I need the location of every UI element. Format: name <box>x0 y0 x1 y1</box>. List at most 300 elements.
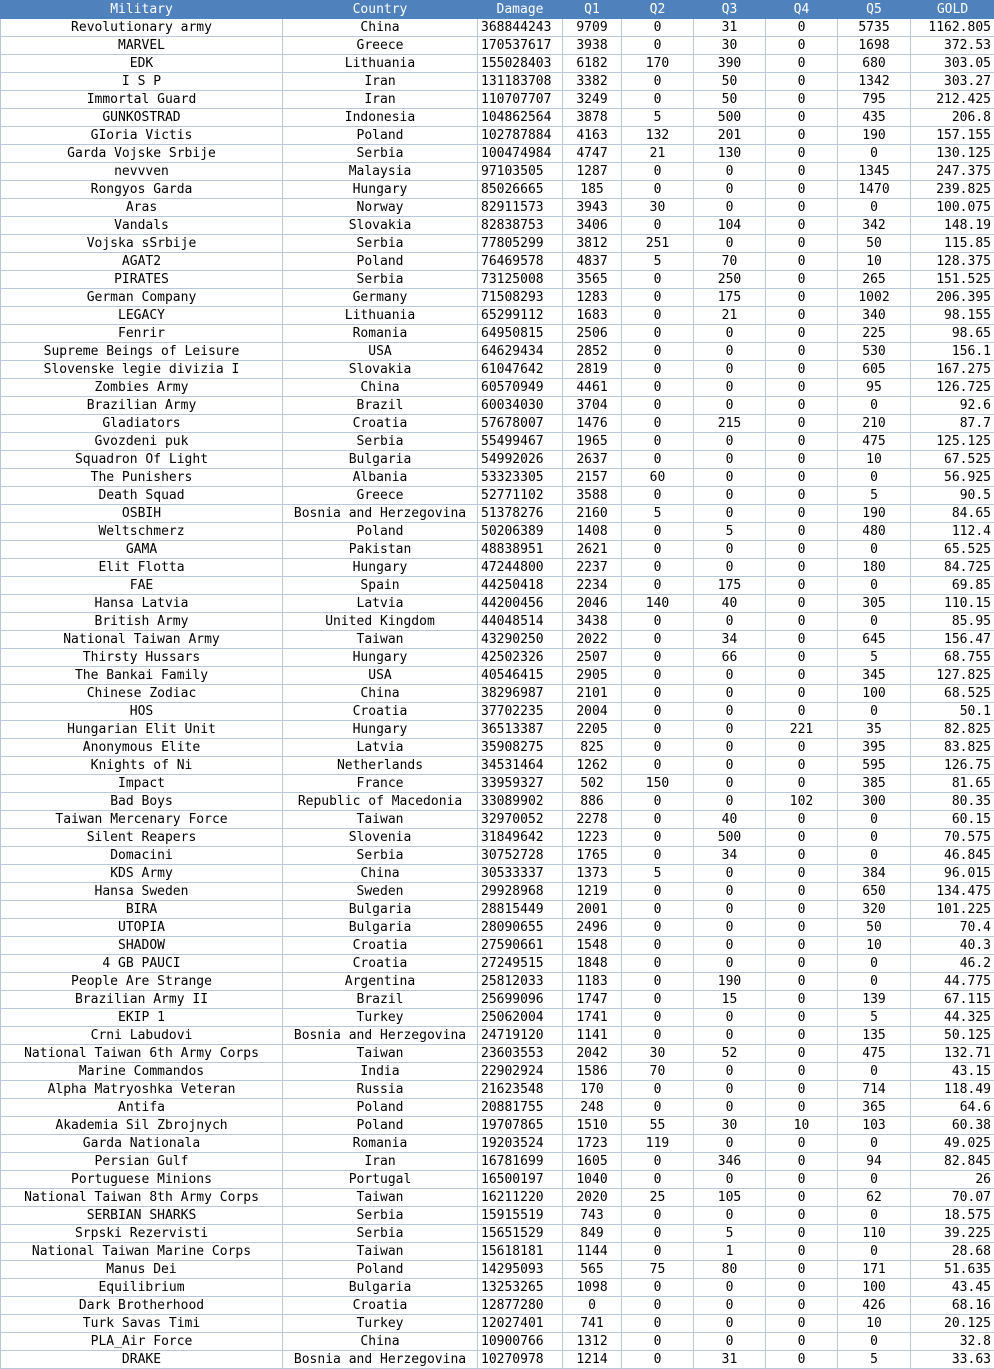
q2-cell: 0 <box>622 883 694 901</box>
q4-cell: 0 <box>766 73 838 91</box>
gold-cell: 110.15 <box>911 595 994 613</box>
table-row <box>1 703 994 721</box>
q2-cell: 30 <box>622 199 694 217</box>
q4-cell: 0 <box>766 631 838 649</box>
q4-cell: 0 <box>766 595 838 613</box>
q4-cell: 0 <box>766 361 838 379</box>
q1-cell: 1287 <box>563 163 622 181</box>
table-row <box>1 109 994 127</box>
table-row <box>1 1081 994 1099</box>
table-row <box>1 631 994 649</box>
q4-cell: 0 <box>766 1261 838 1279</box>
gold-cell: 98.65 <box>911 325 994 343</box>
country-cell: Poland <box>283 127 478 145</box>
q4-cell: 0 <box>766 181 838 199</box>
q1-cell: 185 <box>563 181 622 199</box>
q3-cell: 0 <box>694 1297 766 1315</box>
gold-cell: 157.155 <box>911 127 994 145</box>
q3-cell: 0 <box>694 487 766 505</box>
q5-cell: 480 <box>838 523 911 541</box>
gold-cell: 212.425 <box>911 91 994 109</box>
military-cell: Death Squad <box>1 487 283 505</box>
country-cell: Poland <box>283 253 478 271</box>
gold-cell: 303.27 <box>911 73 994 91</box>
q5-cell: 435 <box>838 109 911 127</box>
q2-cell: 0 <box>622 397 694 415</box>
country-cell: Serbia <box>283 271 478 289</box>
q2-cell: 0 <box>622 541 694 559</box>
q5-cell: 5 <box>838 1351 911 1369</box>
q3-cell: 250 <box>694 271 766 289</box>
gold-cell: 125.125 <box>911 433 994 451</box>
damage-cell: 24719120 <box>478 1027 563 1045</box>
q5-cell: 0 <box>838 145 911 163</box>
country-cell: India <box>283 1063 478 1081</box>
q2-cell: 0 <box>622 451 694 469</box>
q1-cell: 1223 <box>563 829 622 847</box>
q4-cell: 0 <box>766 217 838 235</box>
country-cell: Bulgaria <box>283 901 478 919</box>
q3-cell: 215 <box>694 415 766 433</box>
q5-cell: 0 <box>838 811 911 829</box>
q2-cell: 0 <box>622 901 694 919</box>
q4-cell: 0 <box>766 505 838 523</box>
military-cell: MARVEL <box>1 37 283 55</box>
q2-cell: 30 <box>622 1045 694 1063</box>
country-cell: Bosnia and Herzegovina <box>283 505 478 523</box>
q5-cell: 795 <box>838 91 911 109</box>
table-row <box>1 415 994 433</box>
table-row <box>1 379 994 397</box>
gold-cell: 118.49 <box>911 1081 994 1099</box>
q1-cell: 1683 <box>563 307 622 325</box>
gold-cell: 68.525 <box>911 685 994 703</box>
q2-cell: 0 <box>622 757 694 775</box>
military-cell: Domacini <box>1 847 283 865</box>
q4-cell: 0 <box>766 811 838 829</box>
table-row <box>1 253 994 271</box>
q1-cell: 1605 <box>563 1153 622 1171</box>
q4-cell: 0 <box>766 847 838 865</box>
military-cell: Brazilian Army II <box>1 991 283 1009</box>
damage-cell: 15618181 <box>478 1243 563 1261</box>
gold-cell: 65.525 <box>911 541 994 559</box>
table-row <box>1 721 994 739</box>
damage-cell: 82838753 <box>478 217 563 235</box>
q4-cell: 0 <box>766 1135 838 1153</box>
q4-cell: 0 <box>766 1081 838 1099</box>
table-row <box>1 649 994 667</box>
table-row <box>1 991 994 1009</box>
country-cell: China <box>283 1333 478 1351</box>
q4-cell: 0 <box>766 559 838 577</box>
table-row <box>1 559 994 577</box>
q4-cell: 0 <box>766 145 838 163</box>
q5-cell: 345 <box>838 667 911 685</box>
country-cell: Hungary <box>283 721 478 739</box>
gold-cell: 128.375 <box>911 253 994 271</box>
q3-cell: 0 <box>694 919 766 937</box>
military-cell: Brazilian Army <box>1 397 283 415</box>
table-row <box>1 1189 994 1207</box>
q4-cell: 0 <box>766 991 838 1009</box>
military-cell: GUNKOSTRAD <box>1 109 283 127</box>
q4-cell: 0 <box>766 163 838 181</box>
q2-cell: 0 <box>622 1351 694 1369</box>
column-header-q3: Q3 <box>694 1 766 19</box>
q1-cell: 1283 <box>563 289 622 307</box>
q3-cell: 0 <box>694 937 766 955</box>
damage-cell: 10900766 <box>478 1333 563 1351</box>
q2-cell: 0 <box>622 703 694 721</box>
damage-cell: 19203524 <box>478 1135 563 1153</box>
damage-cell: 65299112 <box>478 307 563 325</box>
q5-cell: 0 <box>838 1171 911 1189</box>
damage-cell: 16500197 <box>478 1171 563 1189</box>
country-cell: Russia <box>283 1081 478 1099</box>
q5-cell: 305 <box>838 595 911 613</box>
damage-cell: 13253265 <box>478 1279 563 1297</box>
table-row <box>1 1243 994 1261</box>
damage-cell: 28090655 <box>478 919 563 937</box>
q2-cell: 0 <box>622 1279 694 1297</box>
gold-cell: 84.725 <box>911 559 994 577</box>
military-cell: LEGACY <box>1 307 283 325</box>
q1-cell: 1476 <box>563 415 622 433</box>
q4-cell: 0 <box>766 271 838 289</box>
gold-cell: 67.525 <box>911 451 994 469</box>
q3-cell: 50 <box>694 91 766 109</box>
q5-cell: 10 <box>838 451 911 469</box>
military-cell: Zombies Army <box>1 379 283 397</box>
country-cell: Slovakia <box>283 361 478 379</box>
military-cell: Knights of Ni <box>1 757 283 775</box>
military-cell: Supreme Beings of Leisure <box>1 343 283 361</box>
q2-cell: 0 <box>622 955 694 973</box>
q4-cell: 0 <box>766 685 838 703</box>
damage-cell: 21623548 <box>478 1081 563 1099</box>
table-row <box>1 361 994 379</box>
q2-cell: 0 <box>622 1207 694 1225</box>
damage-cell: 16211220 <box>478 1189 563 1207</box>
q1-cell: 1219 <box>563 883 622 901</box>
military-cell: Akademia Sil Zbrojnych <box>1 1117 283 1135</box>
military-cell: UTOPIA <box>1 919 283 937</box>
country-cell: France <box>283 775 478 793</box>
military-cell: Squadron Of Light <box>1 451 283 469</box>
table-row <box>1 847 994 865</box>
military-cell: Aras <box>1 199 283 217</box>
country-cell: Malaysia <box>283 163 478 181</box>
q3-cell: 0 <box>694 757 766 775</box>
q3-cell: 0 <box>694 883 766 901</box>
military-cell: Gladiators <box>1 415 283 433</box>
country-cell: Croatia <box>283 955 478 973</box>
q1-cell: 3588 <box>563 487 622 505</box>
gold-cell: 60.15 <box>911 811 994 829</box>
military-cell: 4 GB PAUCI <box>1 955 283 973</box>
q2-cell: 0 <box>622 1009 694 1027</box>
military-cell: Vojska sSrbije <box>1 235 283 253</box>
military-cell: Garda Vojske Srbije <box>1 145 283 163</box>
q1-cell: 3943 <box>563 199 622 217</box>
q2-cell: 0 <box>622 307 694 325</box>
q4-cell: 0 <box>766 1063 838 1081</box>
military-cell: Garda Nationala <box>1 1135 283 1153</box>
damage-cell: 22902924 <box>478 1063 563 1081</box>
q5-cell: 395 <box>838 739 911 757</box>
table-row <box>1 451 994 469</box>
country-cell: Serbia <box>283 433 478 451</box>
q1-cell: 1144 <box>563 1243 622 1261</box>
damage-cell: 25812033 <box>478 973 563 991</box>
q4-cell: 0 <box>766 127 838 145</box>
q4-cell: 102 <box>766 793 838 811</box>
q1-cell: 1312 <box>563 1333 622 1351</box>
table-row <box>1 289 994 307</box>
damage-cell: 51378276 <box>478 505 563 523</box>
q1-cell: 3812 <box>563 235 622 253</box>
table-row <box>1 1153 994 1171</box>
military-cell: Thirsty Hussars <box>1 649 283 667</box>
country-cell: Poland <box>283 1117 478 1135</box>
country-cell: Iran <box>283 73 478 91</box>
table-row <box>1 505 994 523</box>
q5-cell: 340 <box>838 307 911 325</box>
gold-cell: 82.845 <box>911 1153 994 1171</box>
table-row <box>1 163 994 181</box>
country-cell: Turkey <box>283 1009 478 1027</box>
table-row <box>1 91 994 109</box>
country-cell: Taiwan <box>283 631 478 649</box>
q4-cell: 0 <box>766 613 838 631</box>
q1-cell: 2101 <box>563 685 622 703</box>
country-cell: Slovakia <box>283 217 478 235</box>
q4-cell: 0 <box>766 343 838 361</box>
military-cell: nevvven <box>1 163 283 181</box>
column-header-q2: Q2 <box>622 1 694 19</box>
damage-cell: 36513387 <box>478 721 563 739</box>
q1-cell: 2507 <box>563 649 622 667</box>
q1-cell: 4747 <box>563 145 622 163</box>
gold-cell: 26 <box>911 1171 994 1189</box>
country-cell: Croatia <box>283 1297 478 1315</box>
gold-cell: 82.825 <box>911 721 994 739</box>
damage-cell: 50206389 <box>478 523 563 541</box>
damage-cell: 170537617 <box>478 37 563 55</box>
q5-cell: 190 <box>838 505 911 523</box>
q5-cell: 265 <box>838 271 911 289</box>
military-cell: Slovenske legie divizia I <box>1 361 283 379</box>
q1-cell: 2022 <box>563 631 622 649</box>
q3-cell: 0 <box>694 1207 766 1225</box>
damage-cell: 28815449 <box>478 901 563 919</box>
q1-cell: 3406 <box>563 217 622 235</box>
q1-cell: 1262 <box>563 757 622 775</box>
q2-cell: 0 <box>622 19 694 37</box>
country-cell: Croatia <box>283 703 478 721</box>
q1-cell: 3565 <box>563 271 622 289</box>
q1-cell: 2046 <box>563 595 622 613</box>
country-cell: Serbia <box>283 145 478 163</box>
q5-cell: 0 <box>838 469 911 487</box>
gold-cell: 85.95 <box>911 613 994 631</box>
q1-cell: 1548 <box>563 937 622 955</box>
damage-cell: 47244800 <box>478 559 563 577</box>
q5-cell: 475 <box>838 433 911 451</box>
q1-cell: 2004 <box>563 703 622 721</box>
gold-cell: 130.125 <box>911 145 994 163</box>
gold-cell: 46.845 <box>911 847 994 865</box>
q4-cell: 0 <box>766 379 838 397</box>
q2-cell: 0 <box>622 1153 694 1171</box>
q2-cell: 0 <box>622 649 694 667</box>
q3-cell: 34 <box>694 847 766 865</box>
q5-cell: 62 <box>838 1189 911 1207</box>
q3-cell: 175 <box>694 577 766 595</box>
q2-cell: 0 <box>622 973 694 991</box>
country-cell: Romania <box>283 325 478 343</box>
q1-cell: 2621 <box>563 541 622 559</box>
damage-cell: 55499467 <box>478 433 563 451</box>
q3-cell: 21 <box>694 307 766 325</box>
damage-cell: 32970052 <box>478 811 563 829</box>
damage-cell: 97103505 <box>478 163 563 181</box>
q4-cell: 0 <box>766 1297 838 1315</box>
q4-cell: 0 <box>766 667 838 685</box>
damage-cell: 23603553 <box>478 1045 563 1063</box>
q4-cell: 0 <box>766 829 838 847</box>
military-cell: Impact <box>1 775 283 793</box>
military-cell: Hansa Latvia <box>1 595 283 613</box>
q2-cell: 0 <box>622 829 694 847</box>
country-cell: Bosnia and Herzegovina <box>283 1351 478 1369</box>
country-cell: Latvia <box>283 595 478 613</box>
q4-cell: 0 <box>766 919 838 937</box>
gold-cell: 50.125 <box>911 1027 994 1045</box>
q2-cell: 0 <box>622 631 694 649</box>
military-cell: Manus Dei <box>1 1261 283 1279</box>
q2-cell: 55 <box>622 1117 694 1135</box>
q3-cell: 40 <box>694 811 766 829</box>
gold-cell: 44.325 <box>911 1009 994 1027</box>
q1-cell: 1848 <box>563 955 622 973</box>
military-cell: EKIP 1 <box>1 1009 283 1027</box>
q2-cell: 0 <box>622 559 694 577</box>
military-cell: Revolutionary army <box>1 19 283 37</box>
military-cell: People Are Strange <box>1 973 283 991</box>
damage-cell: 30752728 <box>478 847 563 865</box>
country-cell: United Kingdom <box>283 613 478 631</box>
military-cell: Anonymous Elite <box>1 739 283 757</box>
table-row <box>1 883 994 901</box>
country-cell: Portugal <box>283 1171 478 1189</box>
damage-cell: 35908275 <box>478 739 563 757</box>
q2-cell: 0 <box>622 415 694 433</box>
table-row <box>1 1333 994 1351</box>
gold-cell: 115.85 <box>911 235 994 253</box>
q2-cell: 0 <box>622 73 694 91</box>
damage-cell: 12027401 <box>478 1315 563 1333</box>
gold-cell: 90.5 <box>911 487 994 505</box>
gold-cell: 126.725 <box>911 379 994 397</box>
q3-cell: 130 <box>694 145 766 163</box>
q1-cell: 2278 <box>563 811 622 829</box>
gold-cell: 101.225 <box>911 901 994 919</box>
gold-cell: 148.19 <box>911 217 994 235</box>
q1-cell: 1510 <box>563 1117 622 1135</box>
q1-cell: 1183 <box>563 973 622 991</box>
q4-cell: 0 <box>766 703 838 721</box>
gold-cell: 69.85 <box>911 577 994 595</box>
q1-cell: 6182 <box>563 55 622 73</box>
q3-cell: 0 <box>694 433 766 451</box>
q4-cell: 0 <box>766 19 838 37</box>
q4-cell: 0 <box>766 649 838 667</box>
country-cell: Croatia <box>283 937 478 955</box>
gold-cell: 127.825 <box>911 667 994 685</box>
q4-cell: 0 <box>766 289 838 307</box>
gold-cell: 28.68 <box>911 1243 994 1261</box>
country-cell: Sweden <box>283 883 478 901</box>
table-row <box>1 469 994 487</box>
q1-cell: 3249 <box>563 91 622 109</box>
military-cell: PLA_Air Force <box>1 1333 283 1351</box>
damage-cell: 44200456 <box>478 595 563 613</box>
gold-cell: 46.2 <box>911 955 994 973</box>
q3-cell: 0 <box>694 559 766 577</box>
column-header-q5: Q5 <box>838 1 911 19</box>
header-row <box>1 1 994 19</box>
gold-cell: 83.825 <box>911 739 994 757</box>
gold-cell: 60.38 <box>911 1117 994 1135</box>
q3-cell: 0 <box>694 955 766 973</box>
q4-cell: 0 <box>766 1009 838 1027</box>
country-cell: Hungary <box>283 649 478 667</box>
q4-cell: 0 <box>766 937 838 955</box>
damage-cell: 25699096 <box>478 991 563 1009</box>
q3-cell: 190 <box>694 973 766 991</box>
military-cell: Bad Boys <box>1 793 283 811</box>
q1-cell: 849 <box>563 1225 622 1243</box>
q5-cell: 0 <box>838 829 911 847</box>
table-row <box>1 1009 994 1027</box>
military-cell: Srpski Rezervisti <box>1 1225 283 1243</box>
q1-cell: 741 <box>563 1315 622 1333</box>
q2-cell: 0 <box>622 811 694 829</box>
q5-cell: 0 <box>838 1333 911 1351</box>
q3-cell: 0 <box>694 739 766 757</box>
military-cell: Immortal Guard <box>1 91 283 109</box>
q5-cell: 0 <box>838 847 911 865</box>
q2-cell: 0 <box>622 991 694 1009</box>
table-row <box>1 1297 994 1315</box>
table-row <box>1 127 994 145</box>
q2-cell: 251 <box>622 235 694 253</box>
gold-cell: 167.275 <box>911 361 994 379</box>
q3-cell: 50 <box>694 73 766 91</box>
damage-cell: 15915519 <box>478 1207 563 1225</box>
damage-cell: 33959327 <box>478 775 563 793</box>
q5-cell: 365 <box>838 1099 911 1117</box>
q1-cell: 2506 <box>563 325 622 343</box>
damage-cell: 15651529 <box>478 1225 563 1243</box>
q2-cell: 5 <box>622 505 694 523</box>
damage-cell: 29928968 <box>478 883 563 901</box>
q4-cell: 0 <box>766 775 838 793</box>
gold-cell: 80.35 <box>911 793 994 811</box>
damage-cell: 54992026 <box>478 451 563 469</box>
